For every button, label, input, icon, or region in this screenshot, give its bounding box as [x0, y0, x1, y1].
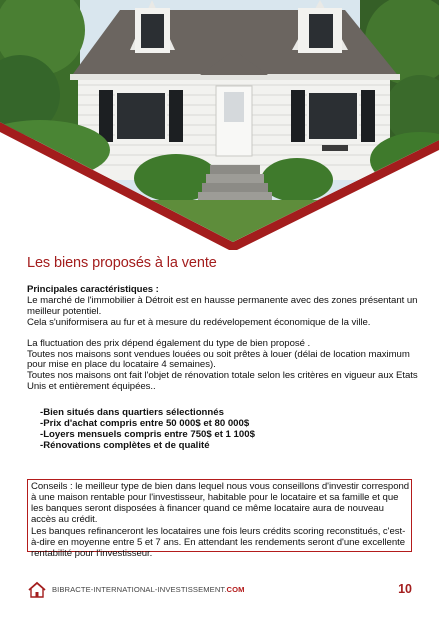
section-title: Les biens proposés à la vente	[27, 255, 217, 271]
advice-paragraph: Les banques refinanceront les locataires une fois leurs crédits scoring reconstitués, c'est-à-dire en moyenne entre 5 et 7 ans. En attendant les rendements seront d'une excellente rentabilité pour l'investisseur.	[31, 526, 406, 559]
list-item: -Rénovations complètes et de qualité	[40, 439, 210, 451]
features-paragraph: La fluctuation des prix dépend également du type de bien proposé .	[27, 337, 311, 349]
advice-box	[27, 479, 412, 559]
features-heading: Principales caractéristiques :	[27, 284, 159, 295]
website-tld: COM	[226, 585, 245, 594]
features-paragraph: Toutes nos maisons ont fait l'objet de rénovation totale selon les critères en vigueur aux Etats Unis et entièrement équipées..	[27, 370, 418, 393]
website-link[interactable]	[52, 585, 245, 594]
features-paragraph: Le marché de l'immobilier à Détroit est en hausse permanente avec des zones présentant un meilleur potentiel.	[27, 294, 418, 317]
features-paragraph: Cela s'uniformisera au fur et à mesure du redévelopement économique de la ville.	[27, 316, 371, 328]
advice-paragraph: Conseils : le meilleur type de bien dans lequel nous vous conseillons d'investir correspond à une maison rentable pour l'investisseur, habitable pour le locataire et sa famille et que les banques seront disposées à financer quand ce même locataire aura de nouveau accès au crédit.	[31, 481, 410, 525]
list-item: -Bien situés dans quartiers sélectionnés	[40, 407, 224, 418]
highlights-list	[40, 408, 400, 452]
list-item: -Loyers mensuels compris entre 750$ et 1 100$	[40, 428, 255, 440]
house-photo	[0, 0, 439, 250]
features-text	[27, 285, 419, 393]
page-number: 10	[398, 582, 412, 596]
list-item: -Prix d'achat compris entre 50 000$ et 80 000$	[40, 417, 250, 429]
house-logo-icon	[27, 581, 47, 599]
features-paragraph: Toutes nos maisons sont vendues louées ou soit prêtes à louer (délai de location maximum pour mise en place du locataire 4 semaines).	[27, 348, 410, 371]
website-name: BIBRACTE-INTERNATIONAL-INVESTISSEMENT.	[52, 585, 227, 594]
